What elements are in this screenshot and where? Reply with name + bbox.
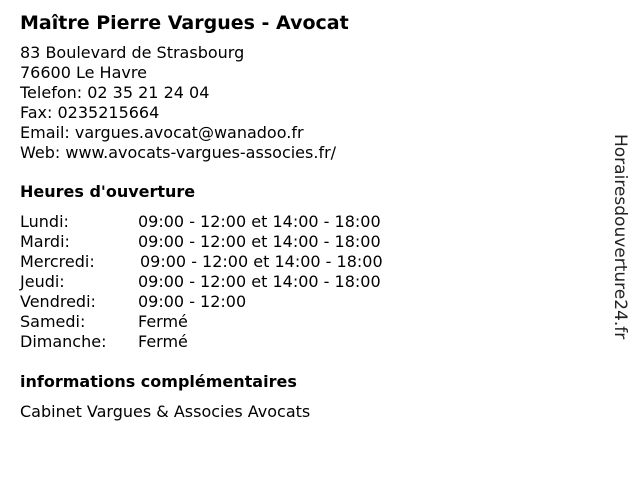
business-card xyxy=(20,11,610,422)
hours-time: 09:00 - 12:00 et 14:00 - 18:00 xyxy=(140,252,383,271)
hours-day: Mercredi: xyxy=(20,252,95,271)
phone-line: Telefon: 02 35 21 24 04 xyxy=(20,83,210,102)
address-line-2: 76600 Le Havre xyxy=(20,63,147,82)
hours-row xyxy=(20,252,610,272)
hours-row xyxy=(20,312,610,332)
hours-row xyxy=(20,332,610,352)
hours-day: Mardi: xyxy=(20,232,70,251)
hours-day: Dimanche: xyxy=(20,332,107,351)
hours-time: 09:00 - 12:00 et 14:00 - 18:00 xyxy=(138,272,381,291)
web-line[interactable]: Web: www.avocats-vargues-associes.fr/ xyxy=(20,143,337,162)
fax-line: Fax: 0235215664 xyxy=(20,103,160,122)
hours-row xyxy=(20,292,610,312)
hours-day: Lundi: xyxy=(20,212,69,231)
hours-row xyxy=(20,212,610,232)
extra-info-text: Cabinet Vargues & Associes Avocats xyxy=(20,402,311,421)
hours-time: Fermé xyxy=(138,332,188,351)
hours-time: 09:00 - 12:00 xyxy=(138,292,247,311)
hours-row xyxy=(20,232,610,252)
hours-heading: Heures d'ouverture xyxy=(20,182,196,201)
hours-day: Vendredi: xyxy=(20,292,96,311)
extra-info-heading: informations complémentaires xyxy=(20,372,297,391)
hours-row xyxy=(20,272,610,292)
hours-time: 09:00 - 12:00 et 14:00 - 18:00 xyxy=(138,212,381,231)
hours-time: 09:00 - 12:00 et 14:00 - 18:00 xyxy=(138,232,381,251)
email-line[interactable]: Email: vargues.avocat@wanadoo.fr xyxy=(20,123,304,142)
business-title: Maître Pierre Vargues - Avocat xyxy=(20,12,349,34)
address-line-1: 83 Boulevard de Strasbourg xyxy=(20,43,245,62)
contact-info xyxy=(20,43,610,163)
hours-table xyxy=(20,212,610,352)
hours-day: Jeudi: xyxy=(20,272,65,291)
hours-time: Fermé xyxy=(138,312,188,331)
hours-day: Samedi: xyxy=(20,312,86,331)
side-brand-watermark: Horairesdouverture24.fr xyxy=(610,134,630,340)
